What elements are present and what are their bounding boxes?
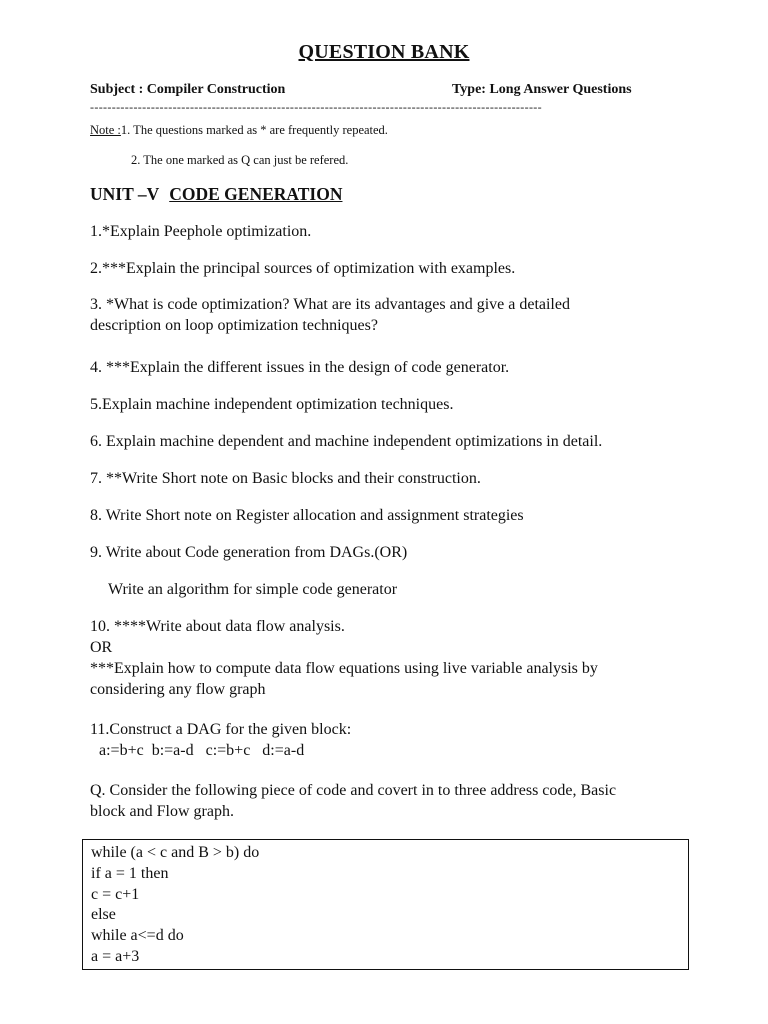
- code-line: a = a+3: [91, 947, 140, 965]
- question-4: 4. ***Explain the different issues in the design of code generator.: [90, 359, 510, 376]
- question-11-block: a:=b+c b:=a-d c:=b+c d:=a-d: [99, 742, 305, 759]
- dashed-divider: --------------------------------------------------------------------------------------------------------: [90, 100, 542, 114]
- question-q-line-1: Q. Consider the following piece of code and covert in to three address code, Basic: [90, 782, 617, 799]
- note-text-1: 1. The questions marked as * are frequently repeated.: [120, 123, 388, 137]
- question-q: [90, 780, 680, 822]
- question-10-line-3: ***Explain how to compute data flow equations using live variable analysis by: [90, 660, 598, 677]
- code-line: else: [91, 906, 116, 924]
- question-10-line-4: considering any flow graph: [90, 681, 266, 698]
- question-11: [90, 719, 680, 761]
- question-7: 7. **Write Short note on Basic blocks and their construction.: [90, 470, 481, 487]
- code-line: while (a < c and B > b) do: [91, 844, 260, 861]
- question-10-line-1: 10. ****Write about data flow analysis.: [90, 618, 345, 635]
- code-box: [82, 839, 689, 970]
- question-1: 1.*Explain Peephole optimization.: [90, 223, 312, 240]
- question-5: 5.Explain machine independent optimization techniques.: [90, 396, 454, 413]
- code-line: if a = 1 then: [91, 864, 169, 882]
- note-line-2: 2. The one marked as Q can just be refered.: [131, 153, 349, 167]
- unit-heading: [90, 184, 342, 205]
- note-line-1: [90, 123, 388, 138]
- question-q-line-2: block and Flow graph.: [90, 803, 234, 820]
- code-line: c = c+1: [91, 885, 140, 903]
- question-3-line-1: 3. *What is code optimization? What are its advantages and give a detailed: [90, 296, 570, 313]
- unit-name: CODE GENERATION: [169, 184, 343, 204]
- question-10: [90, 616, 680, 700]
- code-line: while a<=d do: [91, 927, 184, 945]
- question-3-line-2: description on loop optimization techniques?: [90, 317, 378, 334]
- question-9: 9. Write about Code generation from DAGs.(OR): [90, 544, 408, 561]
- question-2: 2.***Explain the principal sources of optimization with examples.: [90, 260, 516, 277]
- subject-label: Subject : Compiler Construction: [90, 82, 286, 97]
- question-11-line-1: 11.Construct a DAG for the given block:: [90, 721, 352, 738]
- question-3: [90, 294, 680, 336]
- type-label: Type: Long Answer Questions: [452, 82, 632, 97]
- question-8: 8. Write Short note on Register allocation and assignment strategies: [90, 507, 524, 524]
- question-9-alternative: Write an algorithm for simple code generator: [108, 581, 398, 598]
- unit-number: UNIT –V: [90, 184, 160, 204]
- question-6: 6. Explain machine dependent and machine independent optimizations in detail.: [90, 433, 603, 450]
- page-title: QUESTION BANK: [298, 41, 470, 63]
- note-label: Note :: [90, 123, 121, 137]
- question-10-or: OR: [90, 639, 113, 656]
